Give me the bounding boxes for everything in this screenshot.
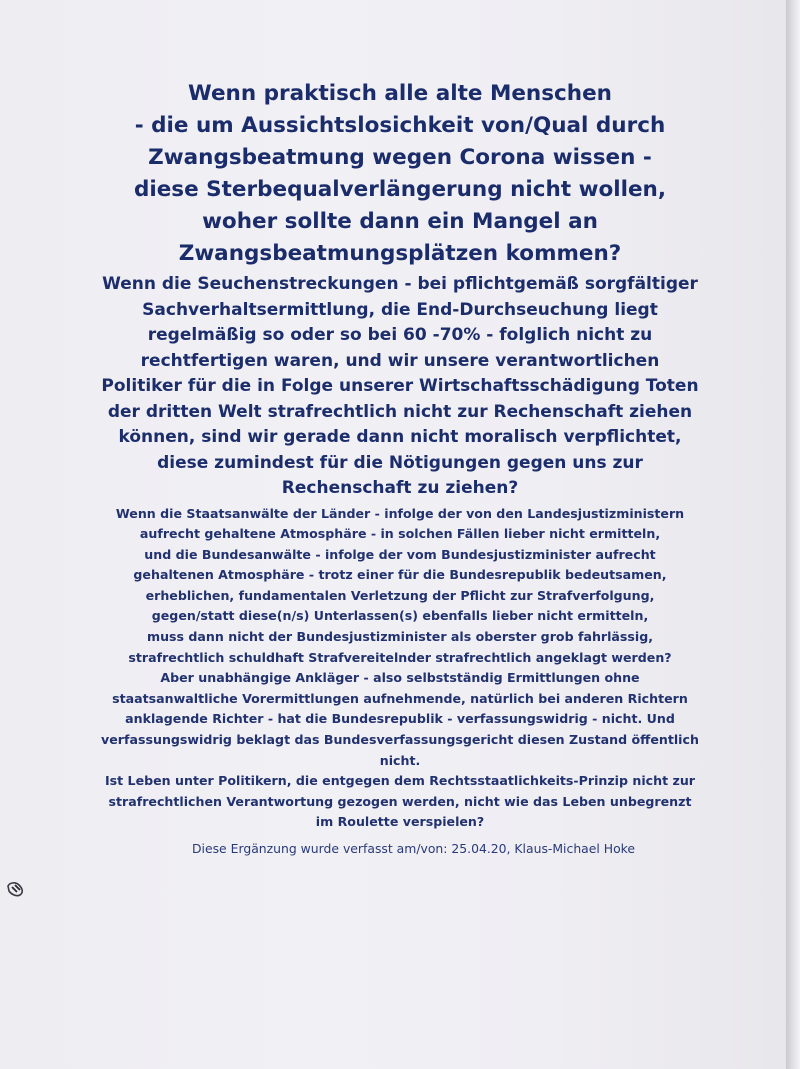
paragraph-line: Ist Leben unter Politikern, die entgegen dem Rechtsstaatlichkeits-Prinzip nicht zur <box>104 773 696 789</box>
signature-line: Diese Ergänzung wurde verfasst am/von: 25.04.20, Klaus-Michael Hoke <box>192 841 636 856</box>
paragraph-line: strafrechtlich schuldhaft Strafvereitelnder strafrechtlich angeklagt werden? <box>128 649 672 665</box>
heading-line: Zwangsbeatmung wegen Corona wissen - <box>148 145 652 170</box>
paragraph-line: aufrecht gehaltene Atmosphäre - in solchen Fällen lieber nicht ermitteln, <box>139 526 661 542</box>
paragraph-line: können, sind wir gerade dann nicht moralisch verpflichtet, <box>118 427 682 447</box>
paragraph-line: Politiker für die in Folge unserer Wirtschaftsschädigung Toten <box>101 376 699 396</box>
heading-line: woher sollte dann ein Mangel an <box>202 209 598 234</box>
paragraph-2 <box>60 504 740 834</box>
heading-line: diese Sterbequalverlängerung nicht wollen, <box>133 177 667 202</box>
paragraph-line: erheblichen, fundamentalen Verletzung der Pflicht zur Strafverfolgung, <box>145 587 655 603</box>
paragraph-line: gegen/statt diese(n/s) Unterlassen(s) ebenfalls lieber nicht ermitteln, <box>151 608 649 624</box>
document-heading <box>60 78 740 270</box>
paragraph-line: im Roulette verspielen? <box>315 814 485 830</box>
paragraph-line: regelmäßig so oder so bei 60 -70% - folglich nicht zu <box>147 325 653 345</box>
paragraph-line: gehaltenen Atmosphäre - trotz einer für die Bundesrepublik bedeutsamen, <box>133 567 667 583</box>
paragraph-line: und die Bundesanwälte - infolge der vom Bundesjustizminister aufrecht <box>144 546 656 562</box>
paragraph-line: verfassungswidrig beklagt das Bundesverfassungsgericht diesen Zustand öffentlich <box>101 732 699 748</box>
paragraph-line: der dritten Welt strafrechtlich nicht zur Rechenschaft ziehen <box>107 401 693 422</box>
paragraph-line: Rechenschaft zu ziehen? <box>281 478 519 498</box>
paragraph-line: rechtfertigen waren, und wir unsere verantwortlichen <box>140 350 660 371</box>
paragraph-line: Wenn die Seuchenstreckungen - bei pflichtgemäß sorgfältiger <box>102 274 698 294</box>
scan-edge-shadow <box>786 0 800 1069</box>
paragraph-line: diese zumindest für die Nötigungen gegen uns zur <box>157 452 643 473</box>
document-body <box>60 78 740 833</box>
heading-line: - die um Aussichtslosichkeit von/Qual durch <box>134 113 666 138</box>
ink-smudge-icon <box>4 876 28 900</box>
paragraph-line: muss dann nicht der Bundesjustizminister als oberster grob fahrlässig, <box>146 629 654 645</box>
paragraph-line: Sachverhaltsermittlung, die End-Durchseuchung liegt <box>142 299 658 320</box>
paragraph-line: anklagende Richter - hat die Bundesrepublik - verfassungswidrig - nicht. Und <box>125 711 675 727</box>
heading-line: Zwangsbeatmungsplätzen kommen? <box>178 241 622 266</box>
paragraph-line: nicht. <box>379 752 421 768</box>
heading-line: Wenn praktisch alle alte Menschen <box>188 81 612 106</box>
paragraph-line: strafrechtlichen Verantwortung gezogen werden, nicht wie das Leben unbegrenzt <box>108 793 692 809</box>
paragraph-line: Wenn die Staatsanwälte der Länder - infolge der von den Landesjustizministern <box>115 505 685 521</box>
paragraph-1 <box>60 272 740 502</box>
paragraph-line: Aber unabhängige Ankläger - also selbstständig Ermittlungen ohne <box>160 670 640 686</box>
paragraph-line: staatsanwaltliche Vorermittlungen aufnehmende, natürlich bei anderen Richtern <box>112 690 688 706</box>
